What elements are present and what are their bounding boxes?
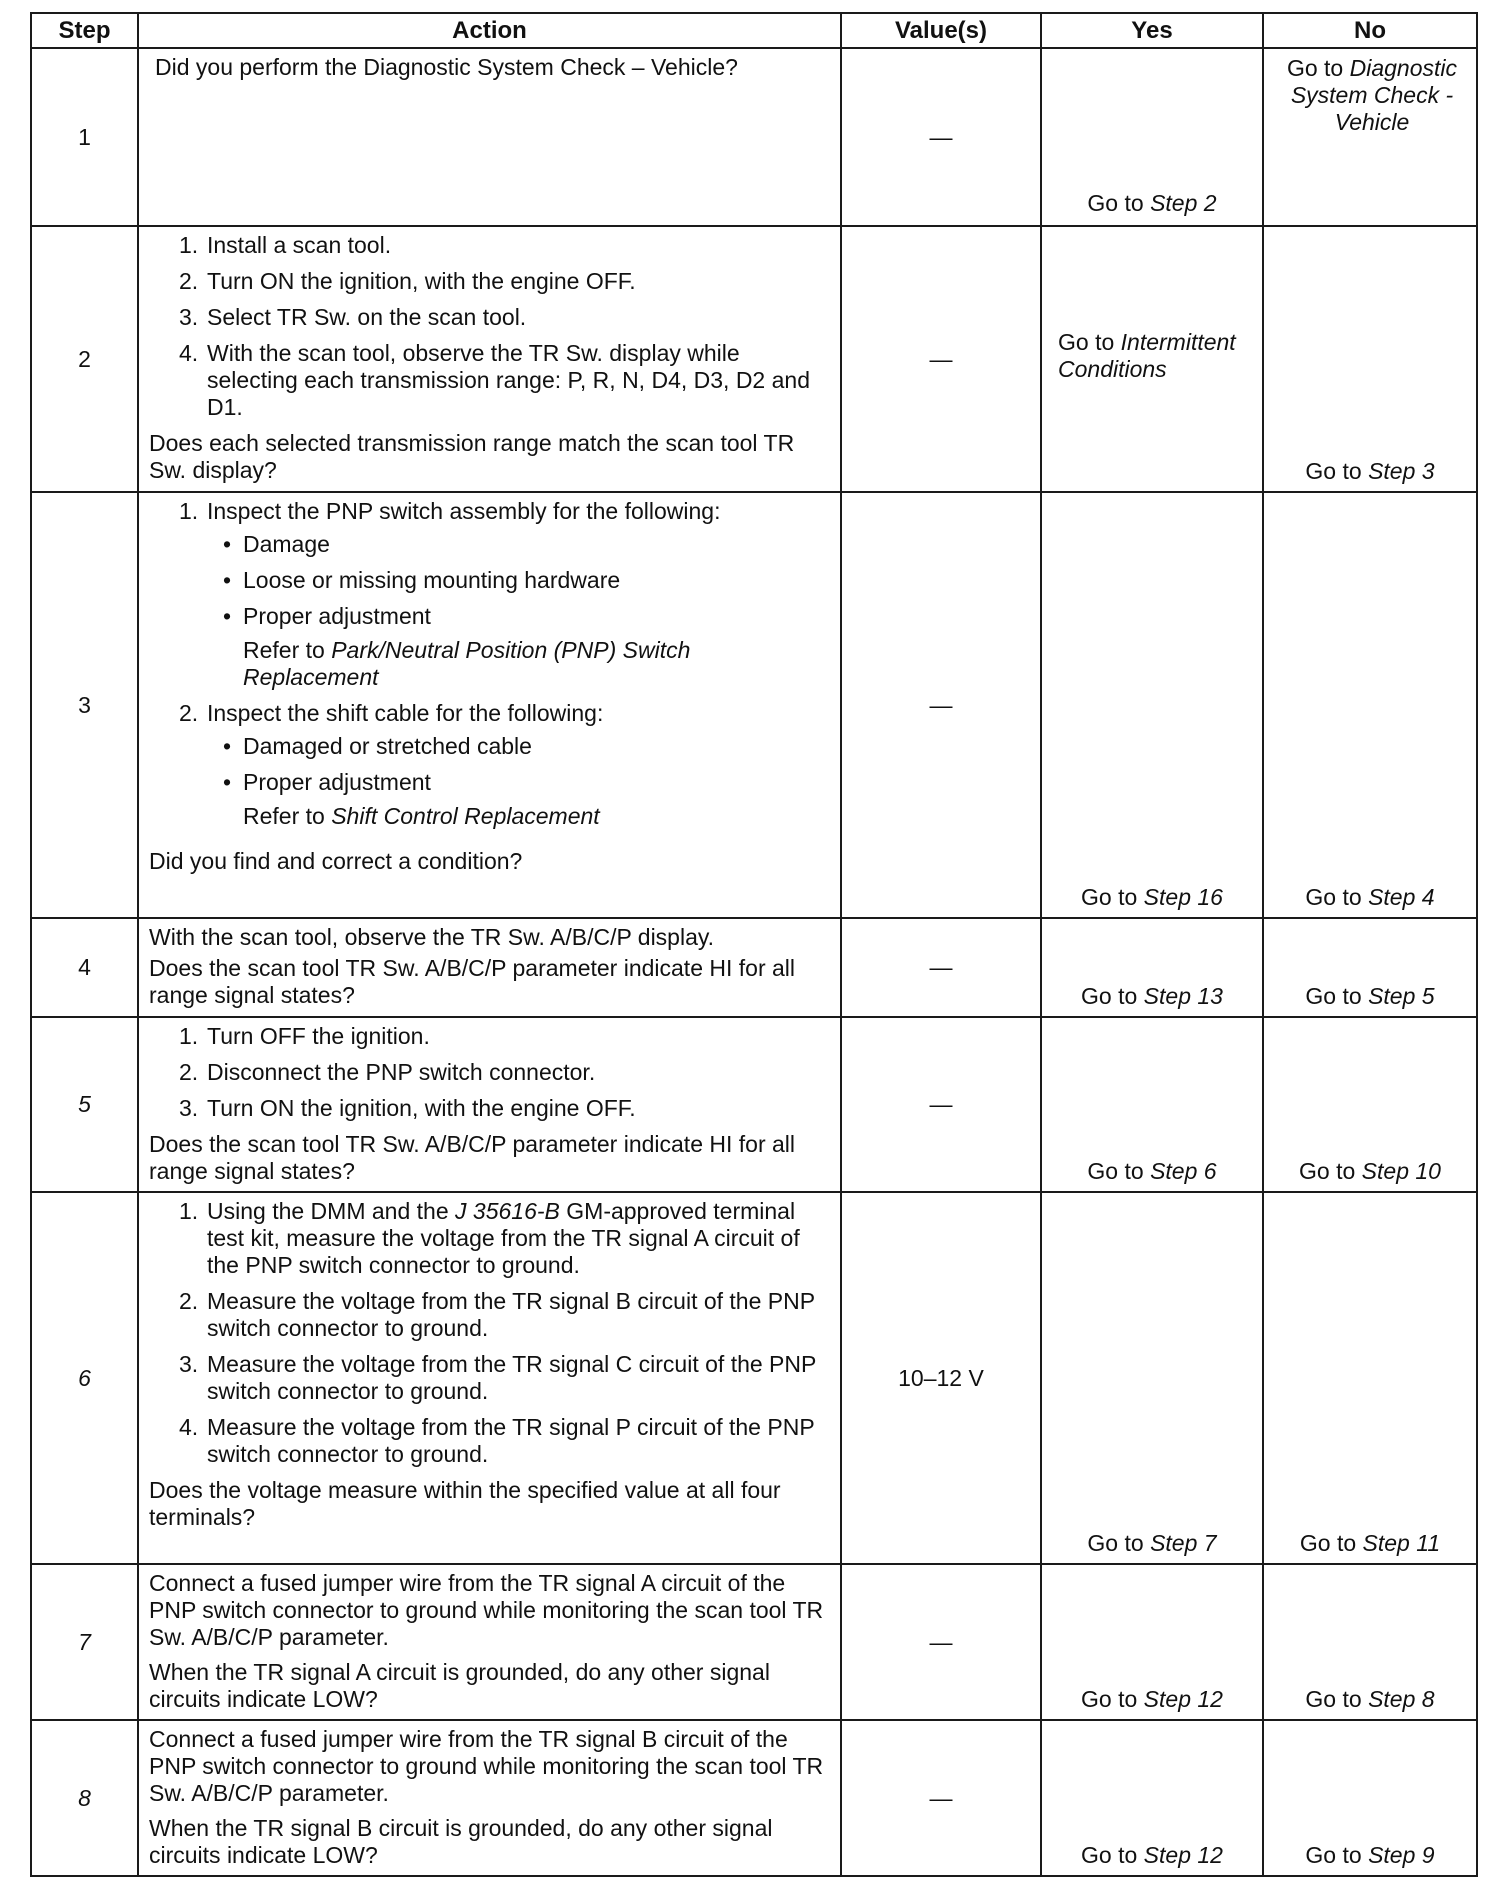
no-link[interactable]: Step 11 bbox=[1362, 1530, 1441, 1556]
yes-link[interactable]: Step 2 bbox=[1150, 190, 1217, 216]
refer-note: Refer to Park/Neutral Position (PNP) Switch Replacement bbox=[243, 637, 691, 690]
yes-link[interactable]: Step 16 bbox=[1143, 884, 1223, 910]
yes-prefix: Go to bbox=[1081, 983, 1144, 1009]
value-cell: — bbox=[841, 1564, 1041, 1720]
header-row bbox=[31, 13, 1477, 48]
yes-prefix: Go to bbox=[1081, 884, 1144, 910]
table-row-step-7 bbox=[31, 1564, 1477, 1720]
value-cell: — bbox=[841, 492, 1041, 918]
no-cell bbox=[1263, 1720, 1477, 1876]
list-item: 4. With the scan tool, observe the TR Sw. display while selecting each transmission range: P, R, N, D4, D3, D2 and D1. bbox=[179, 340, 810, 420]
yes-link[interactable]: Step 7 bbox=[1150, 1530, 1217, 1556]
step-number: 8 bbox=[31, 1720, 138, 1876]
action-cell bbox=[138, 492, 841, 918]
yes-link[interactable]: Step 13 bbox=[1143, 983, 1223, 1009]
yes-cell bbox=[1041, 918, 1263, 1017]
question-text: Does the scan tool TR Sw. A/B/C/P parameter indicate HI for all range signal states? bbox=[149, 955, 796, 1008]
action-cell bbox=[138, 226, 841, 492]
list-item: 1. Using the DMM and the J 35616-B GM-approved terminal test kit, measure the voltage from the TR signal A circuit of the PNP switch connector to ground. bbox=[179, 1198, 800, 1278]
bullet-item: • Proper adjustment bbox=[223, 769, 431, 795]
no-prefix: Go to bbox=[1299, 1530, 1363, 1556]
yes-cell bbox=[1041, 226, 1263, 492]
yes-cell bbox=[1041, 1192, 1263, 1564]
no-prefix: Go to bbox=[1305, 884, 1369, 910]
no-link[interactable]: Step 4 bbox=[1368, 884, 1435, 910]
no-link[interactable]: Step 10 bbox=[1361, 1158, 1441, 1184]
list-item: 2. Turn ON the ignition, with the engine OFF. bbox=[179, 268, 636, 294]
list-item: 3. Measure the voltage from the TR signal C circuit of the PNP switch connector to ground. bbox=[179, 1351, 816, 1404]
refer-note: Refer to Shift Control Replacement bbox=[243, 803, 600, 829]
list-item: 4. Measure the voltage from the TR signal P circuit of the PNP switch connector to ground. bbox=[179, 1414, 815, 1467]
step-number: 2 bbox=[31, 226, 138, 492]
no-link[interactable]: Step 5 bbox=[1368, 983, 1435, 1009]
table-row-step-5 bbox=[31, 1017, 1477, 1192]
list-item: 2. Measure the voltage from the TR signal B circuit of the PNP switch connector to ground. bbox=[179, 1288, 815, 1341]
header-values: Value(s) bbox=[841, 13, 1041, 48]
yes-cell bbox=[1041, 1017, 1263, 1192]
question-text: Did you find and correct a condition? bbox=[149, 848, 523, 874]
list-item: 1. Install a scan tool. bbox=[179, 232, 392, 258]
value-cell: — bbox=[841, 48, 1041, 226]
yes-cell bbox=[1041, 1564, 1263, 1720]
yes-link[interactable]: Intermittent Conditions bbox=[1058, 329, 1236, 382]
yes-prefix: Go to bbox=[1087, 190, 1151, 216]
action-cell bbox=[138, 918, 841, 1017]
question-text: Did you perform the Diagnostic System Check – Vehicle? bbox=[155, 54, 738, 80]
no-cell bbox=[1263, 1564, 1477, 1720]
no-link[interactable]: Step 9 bbox=[1368, 1842, 1435, 1868]
yes-link[interactable]: Step 12 bbox=[1143, 1686, 1223, 1712]
question-text: Does the voltage measure within the specified value at all four terminals? bbox=[149, 1477, 781, 1530]
step-number: 3 bbox=[31, 492, 138, 918]
table-row-step-2 bbox=[31, 226, 1477, 492]
action-steps bbox=[149, 1023, 832, 1122]
diagnostic-table bbox=[30, 12, 1478, 1877]
no-prefix: Go to bbox=[1305, 1842, 1369, 1868]
step-number: 7 bbox=[31, 1564, 138, 1720]
action-steps bbox=[149, 498, 832, 830]
no-prefix: Go to bbox=[1305, 983, 1369, 1009]
intro-text: Connect a fused jumper wire from the TR signal B circuit of the PNP switch connector to ground while monitoring the scan tool TR Sw. A/B/C/P parameter. bbox=[149, 1726, 824, 1806]
refer-link[interactable]: Shift Control Replacement bbox=[331, 803, 600, 829]
step-number: 5 bbox=[31, 1017, 138, 1192]
question-text: Does each selected transmission range match the scan tool TR Sw. display? bbox=[149, 430, 795, 483]
no-prefix: Go to bbox=[1286, 55, 1350, 81]
no-prefix: Go to bbox=[1305, 1686, 1369, 1712]
no-cell bbox=[1263, 48, 1477, 226]
header-action: Action bbox=[138, 13, 841, 48]
yes-link[interactable]: Step 12 bbox=[1143, 1842, 1223, 1868]
list-item: 3. Select TR Sw. on the scan tool. bbox=[179, 304, 527, 330]
no-cell bbox=[1263, 226, 1477, 492]
step-number: 4 bbox=[31, 918, 138, 1017]
no-cell bbox=[1263, 918, 1477, 1017]
action-cell bbox=[138, 1192, 841, 1564]
header-yes: Yes bbox=[1041, 13, 1263, 48]
yes-cell bbox=[1041, 48, 1263, 226]
value-cell: 10–12 V bbox=[841, 1192, 1041, 1564]
no-link[interactable]: Diagnostic System Check - Vehicle bbox=[1290, 55, 1458, 135]
bullet-item: • Proper adjustment bbox=[223, 603, 431, 629]
value-cell: — bbox=[841, 226, 1041, 492]
question-text: Does the scan tool TR Sw. A/B/C/P parameter indicate HI for all range signal states? bbox=[149, 1131, 796, 1184]
action-cell bbox=[138, 48, 841, 226]
header-step: Step bbox=[31, 13, 138, 48]
action-steps bbox=[149, 1198, 832, 1468]
question-text: When the TR signal A circuit is grounded, do any other signal circuits indicate LOW? bbox=[149, 1659, 770, 1712]
tool-reference: J 35616-B bbox=[455, 1198, 560, 1224]
step-number: 1 bbox=[31, 48, 138, 226]
table-row-step-4 bbox=[31, 918, 1477, 1017]
no-prefix: Go to bbox=[1299, 1158, 1362, 1184]
yes-prefix: Go to bbox=[1087, 1530, 1151, 1556]
yes-prefix: Go to bbox=[1081, 1686, 1144, 1712]
bullet-item: • Loose or missing mounting hardware bbox=[223, 567, 621, 593]
question-text: When the TR signal B circuit is grounded, do any other signal circuits indicate LOW? bbox=[149, 1815, 773, 1868]
no-cell bbox=[1263, 1017, 1477, 1192]
value-cell: — bbox=[841, 1720, 1041, 1876]
table-row-step-3 bbox=[31, 492, 1477, 918]
step-number: 6 bbox=[31, 1192, 138, 1564]
intro-text: Connect a fused jumper wire from the TR signal A circuit of the PNP switch connector to ground while monitoring the scan tool TR Sw. A/B/C/P parameter. bbox=[149, 1570, 824, 1650]
list-item: 2. Disconnect the PNP switch connector. bbox=[179, 1059, 596, 1085]
table-row-step-1 bbox=[31, 48, 1477, 226]
list-item: 1. Turn OFF the ignition. bbox=[179, 1023, 430, 1049]
table-row-step-6 bbox=[31, 1192, 1477, 1564]
header-no: No bbox=[1263, 13, 1477, 48]
list-item: 3. Turn ON the ignition, with the engine OFF. bbox=[179, 1095, 636, 1121]
bullet-list bbox=[207, 733, 832, 796]
value-cell: — bbox=[841, 1017, 1041, 1192]
table-row-step-8 bbox=[31, 1720, 1477, 1876]
no-cell bbox=[1263, 492, 1477, 918]
refer-link[interactable]: Park/Neutral Position (PNP) Switch Replacement bbox=[243, 637, 691, 690]
action-cell bbox=[138, 1017, 841, 1192]
yes-cell bbox=[1041, 1720, 1263, 1876]
bullet-item: • Damage bbox=[223, 531, 330, 557]
yes-link[interactable]: Step 6 bbox=[1150, 1158, 1217, 1184]
no-cell bbox=[1263, 1192, 1477, 1564]
no-link[interactable]: Step 3 bbox=[1368, 458, 1435, 484]
yes-prefix: Go to bbox=[1081, 1842, 1144, 1868]
list-item: 2. Inspect the shift cable for the following: • Damaged or stretched cable • Proper adjustment Refer to Shift Control Replacement bbox=[149, 700, 832, 830]
value-cell: — bbox=[841, 918, 1041, 1017]
yes-cell bbox=[1041, 492, 1263, 918]
bullet-item: • Damaged or stretched cable bbox=[223, 733, 532, 759]
no-link[interactable]: Step 8 bbox=[1368, 1686, 1435, 1712]
bullet-list bbox=[207, 531, 832, 630]
action-steps bbox=[149, 232, 832, 421]
action-cell bbox=[138, 1720, 841, 1876]
list-item: 1. Inspect the PNP switch assembly for the following: • Damage • Loose or missing mounting hardware • Proper adjustment Refer to Park/Neutral Position (PNP) Switch Replacement bbox=[149, 498, 832, 691]
intro-text: With the scan tool, observe the TR Sw. A/B/C/P display. bbox=[149, 924, 715, 950]
yes-prefix: Go to bbox=[1087, 1158, 1151, 1184]
yes-prefix: Go to bbox=[1058, 329, 1121, 355]
action-cell bbox=[138, 1564, 841, 1720]
no-prefix: Go to bbox=[1305, 458, 1369, 484]
